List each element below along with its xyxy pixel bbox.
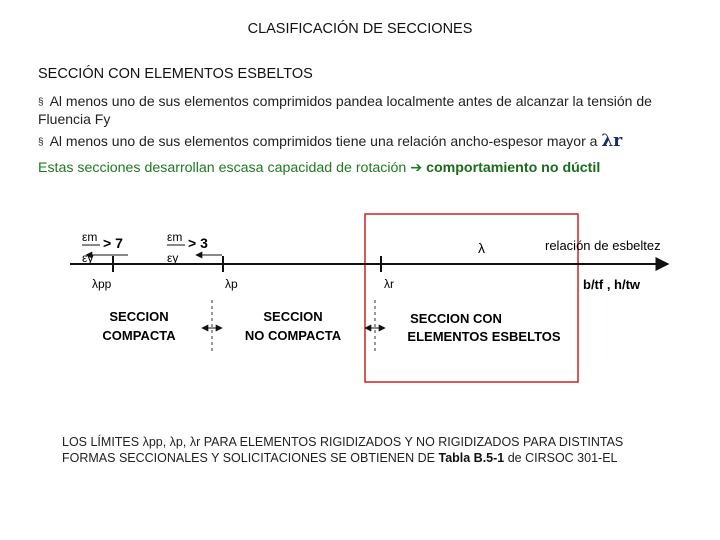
note-tail: de CIRSOC 301-EL <box>504 451 618 465</box>
ratio-numerator: εm <box>167 230 183 244</box>
bullet-marker: § <box>38 137 44 148</box>
summary-text: Estas secciones desarrollan escasa capacidad de rotación <box>38 160 411 176</box>
ratio-denominator: εy <box>82 251 94 265</box>
ratio-numerator: εm <box>82 230 98 244</box>
tick-label: λp <box>225 277 238 291</box>
right-arrow-icon: ➔ <box>410 160 423 176</box>
bullet-marker: § <box>38 97 44 108</box>
tick-label: λpp <box>92 277 112 291</box>
table-reference: Tabla B.5-1 <box>438 451 505 465</box>
ratio-relation: > 3 <box>188 235 208 251</box>
note-text: LOS LÍMITES λpp, λp, λr PARA ELEMENTOS RIGIDIZADOS Y NO RIGIDIZADOS PARA DISTINTAS FORMAS SECCIONALES Y SOLICITACIONES SE OBTIENEN DE <box>62 435 624 465</box>
region-label-line1: SECCION <box>263 309 323 324</box>
slenderness-label: relación de esbeltez <box>545 238 661 253</box>
bullet-text: Al menos uno de sus elementos comprimidos pandea localmente antes de alcanzar la tensión de Fluencia Fy <box>38 93 652 127</box>
limits-note <box>62 434 662 466</box>
region-compact <box>102 309 176 343</box>
section-subtitle: SECCIÓN CON ELEMENTOS ESBELTOS <box>38 66 313 82</box>
lambda-r-symbol: λr <box>601 131 623 151</box>
region-label-line2: NO COMPACTA <box>244 328 342 343</box>
region-label-line1: SECCION CON <box>410 311 502 326</box>
region-label-line2: ELEMENTOS ESBELTOS <box>407 329 561 344</box>
region-slender <box>407 311 560 344</box>
summary-emphasis: comportamiento no dúctil <box>426 160 601 176</box>
ratio-denominator: εy <box>167 251 179 265</box>
page-title: CLASIFICACIÓN DE SECCIONES <box>247 21 473 37</box>
strain-ratio-compact <box>82 230 123 265</box>
region-label-line1: SECCION <box>109 309 169 324</box>
bullet-text: Al menos uno de sus elementos comprimidos tiene una relación ancho-espesor mayor a <box>49 133 602 149</box>
region-noncompact <box>245 309 342 343</box>
strain-ratio-noncompact <box>167 230 208 265</box>
lambda-symbol: λ <box>478 240 485 256</box>
axis-label: b/tf , h/tw <box>583 277 641 292</box>
ratio-relation: > 7 <box>103 235 123 251</box>
tick-label: λr <box>384 277 394 291</box>
region-label-line2: COMPACTA <box>102 328 176 343</box>
